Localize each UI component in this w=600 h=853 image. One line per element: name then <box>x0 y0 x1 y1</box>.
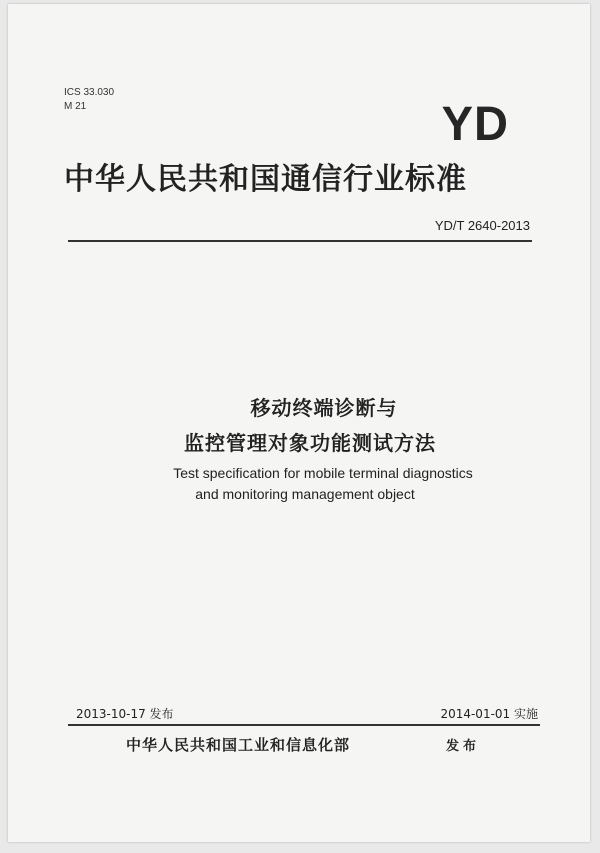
document-title-en-line1: Test specification for mobile terminal diagnostics <box>173 465 473 481</box>
document-title-cn-line1: 移动终端诊断与 <box>250 396 398 420</box>
standard-title: 中华人民共和国通信行业标准 <box>64 162 467 197</box>
document-title-en-line2: and monitoring management object <box>195 486 415 502</box>
issue-date: 2013-10-17 发布 <box>76 707 174 721</box>
document-title-cn-line2: 监控管理对象功能测试方法 <box>184 431 436 455</box>
document-page <box>8 4 590 842</box>
footer-divider <box>68 724 540 726</box>
issuer-name: 中华人民共和国工业和信息化部 <box>126 736 351 754</box>
issuer-label: 发布 <box>446 739 481 754</box>
standard-number: YD/T 2640-2013 <box>434 218 530 233</box>
yd-logo: YD <box>441 98 510 151</box>
ics-code: ICS 33.030 <box>64 87 115 98</box>
header-divider <box>68 240 532 242</box>
implement-date: 2014-01-01 实施 <box>440 707 538 721</box>
ccs-code: M 21 <box>64 101 87 112</box>
